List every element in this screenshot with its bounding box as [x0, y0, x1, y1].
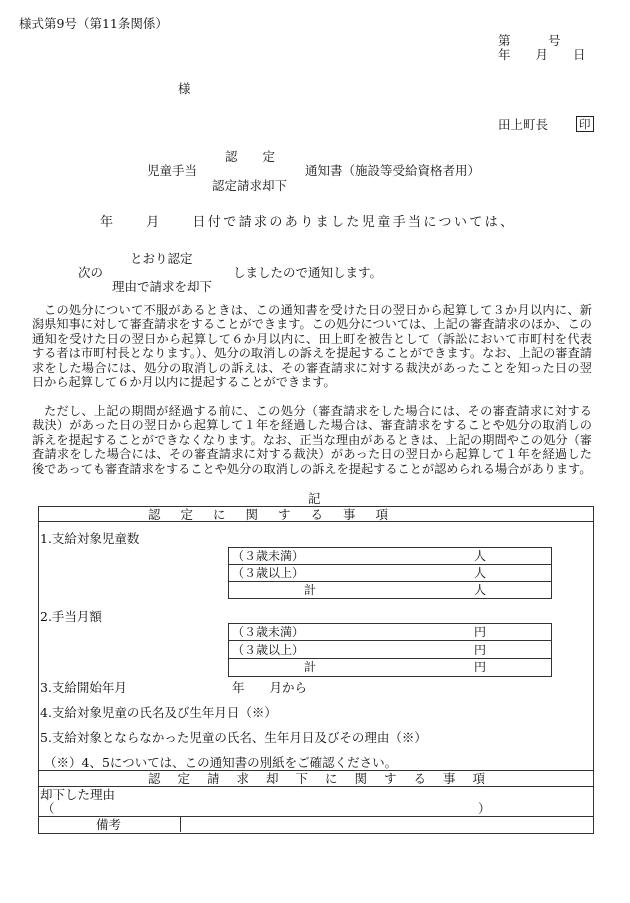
children-row-unit: 人	[474, 566, 487, 580]
issue-date-label: 年 月 日	[498, 47, 586, 62]
children-row-unit: 人	[474, 549, 487, 563]
divider	[38, 816, 593, 817]
amount-total-label: 計	[304, 660, 317, 674]
item1-label: 1.支給対象児童数	[40, 531, 140, 546]
approval-footnote: （※）4、5については、この通知書の別紙をご確認ください。	[44, 755, 398, 770]
notice-paragraph-2: ただし、上記の期間が経過する前に、この処分（審査請求をした場合には、その審査請求に対する裁決）があった日の翌日から起算して１年を経過した場合は、審査請求をすることや処分の取消しの訴えを提起することができなくなります。なお、正当な理由があるときは、上記の期間やこの処分（審査請求をした場合には、その審査請求に対する裁決）があった日の翌日から起算して１年を経過した後であっても審査請求をすることや処分の取消しの訴えを提起することが認められる場合があります。	[32, 404, 592, 476]
item3-label: 3.支給開始年月	[40, 680, 127, 695]
divider	[228, 581, 551, 582]
addressee-suffix: 様	[178, 81, 191, 96]
reason-paren-open: （	[42, 801, 55, 816]
item3-value: 年 月から	[232, 680, 308, 695]
decision-option-approve: とおり認定	[130, 251, 193, 266]
children-total-label: 計	[304, 583, 317, 597]
amount-row-label: （３歳未満）	[232, 625, 305, 639]
title-bottom: 認定請求却下	[212, 178, 288, 193]
item5-label: 5.支給対象とならなかった児童の氏名、生年月日及びその理由（※）	[40, 730, 427, 745]
item2-label: 2.手当月額	[40, 609, 102, 624]
amount-row-unit: 円	[474, 660, 487, 674]
amount-row-unit: 円	[474, 625, 487, 639]
title-left: 児童手当	[147, 163, 198, 178]
divider	[228, 640, 551, 641]
children-row-unit: 人	[474, 583, 487, 597]
children-row-label: （３歳未満）	[232, 549, 305, 563]
amount-row-label: （３歳以上）	[232, 643, 305, 657]
decision-prefix: 次の	[78, 265, 104, 280]
title-right: 通知書（施設等受給資格者用）	[305, 163, 481, 178]
reason-paren-close: ）	[478, 801, 491, 816]
intro-line: 年 月 日付で請求のありました児童手当については、	[100, 215, 516, 230]
children-row-label: （３歳以上）	[232, 566, 305, 580]
form-number: 様式第9号（第11条関係）	[19, 16, 168, 31]
title-top: 認 定	[225, 149, 276, 164]
amount-row-unit: 円	[474, 643, 487, 657]
remarks-label: 備考	[96, 817, 122, 832]
rejection-section-header: 認定請求却下に関する事項	[148, 771, 503, 786]
decision-option-reject: 理由で請求を却下	[112, 279, 213, 294]
rejection-reason-label: 却下した理由	[40, 787, 116, 802]
issuer-name: 田上町長	[498, 117, 549, 132]
divider	[180, 816, 181, 832]
document-number-label: 第 号	[498, 33, 561, 48]
approval-section-header: 認定に関する事項	[148, 507, 409, 522]
ki-marker: 記	[308, 491, 321, 506]
notice-paragraph-1: この処分について不服があるときは、この通知書を受けた日の翌日から起算して３か月以内に、新潟県知事に対して審査請求をすることができます。この処分については、上記の審査請求のほか、この通知を受けた日の翌日から起算して６か月以内に、田上町を被告として（訴訟において市町村を代表する者は市町村長となります。）、処分の取消しの訴えを提起することができます。なお、上記の審査請求をした場合には、処分の取消しの訴えは、その審査請求に対する裁決があったことを知った日の翌日から起算して６か月以内に提起することができます。	[32, 303, 592, 390]
divider	[228, 658, 551, 659]
seal-mark: 印	[576, 116, 594, 132]
divider	[38, 521, 593, 522]
item4-label: 4.支給対象児童の氏名及び生年月日（※）	[40, 705, 277, 720]
divider	[38, 786, 593, 787]
decision-suffix: しましたので通知します。	[233, 265, 383, 280]
